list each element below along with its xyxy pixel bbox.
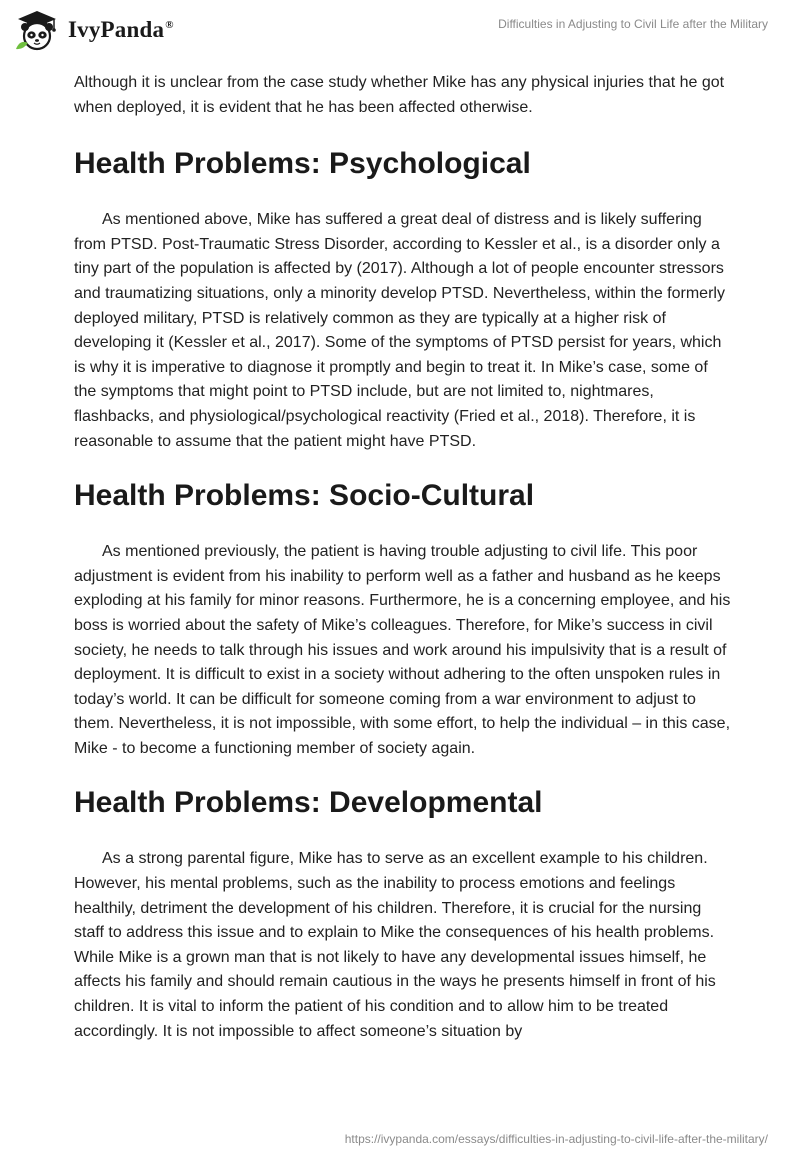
section-body-socio-cultural: As mentioned previously, the patient is having trouble adjusting to civil life. This poor adjustment is evident from his inability to perform well as a father and husband as he keeps exploding at his family for minor reasons. Furthermore, he is a concerning employee, and his boss is worried about the safety of Mike’s colleagues. Therefore, for Mike’s success in civil society, he needs to talk through his issues and work around his impulsivity that is a result of deployment. It is difficult to exist in a society without adhering to the often unspoken rules in today’s world. It can be difficult for someone coming from a war environment to adjust to them. Nevertheless, it is not impossible, with some effort, to help the individual – in this case, Mike - to become a functioning member of society again. (74, 543, 731, 757)
section-heading-psychological: Health Problems: Psychological (74, 147, 531, 181)
document-title: Difficulties in Adjusting to Civil Life after the Military (498, 17, 768, 31)
section-body-psychological: As mentioned above, Mike has suffered a great deal of distress and is likely suffering from PTSD. Post-Traumatic Stress Disorder, according to Kessler et al., is a disorder only a tiny part of the population is affected by (2017). Although a lot of people encounter stressors and traumatizing situations, only a minority develop PTSD. Nevertheless, within the formerly deployed military, PTSD is relatively common as they are typically at a higher risk of developing it (Kessler et al., 2017). Some of the symptoms of PTSD persist for years, which is why it is imperative to diagnose it promptly and begin to treat it. In Mike’s case, some of the symptoms that might point to PTSD include, but are not limited to, nightmares, flashbacks, and physiological/psychological reactivity (Fried et al., 2018). Therefore, it is reasonable to assume that the patient might have PTSD. (74, 211, 725, 450)
section-heading-socio-cultural: Health Problems: Socio-Cultural (74, 479, 535, 513)
section-body-developmental: As a strong parental figure, Mike has to serve as an excellent example to his children. However, his mental problems, such as the inability to process emotions and feelings healthily, detriment the development of his children. Therefore, it is crucial for the nursing staff to address this issue and to explain to Mike the consequences of his health problems. While Mike is a grown man that is not likely to have any developmental issues himself, he affects his family and should remain cautious in the ways he presents himself in front of his children. It is vital to inform the patient of his condition and to allow him to be treated accordingly. It is not impossible to affect someone’s situation by (74, 850, 716, 1040)
source-url[interactable]: https://ivypanda.com/essays/difficulties-in-adjusting-to-civil-life-after-the-military/ (344, 1132, 768, 1146)
brand-name: IvyPanda® (68, 17, 174, 42)
page-header (0, 0, 800, 60)
intro-paragraph: Although it is unclear from the case study whether Mike has any physical injuries that he got when deployed, it is evident that he has been affected otherwise. (74, 74, 725, 116)
registered-mark: ® (165, 19, 174, 32)
essay-content (74, 71, 734, 1044)
panda-graduate-icon (14, 9, 60, 51)
ivypanda-logo[interactable] (14, 9, 174, 51)
section-heading-developmental: Health Problems: Developmental (74, 786, 543, 820)
